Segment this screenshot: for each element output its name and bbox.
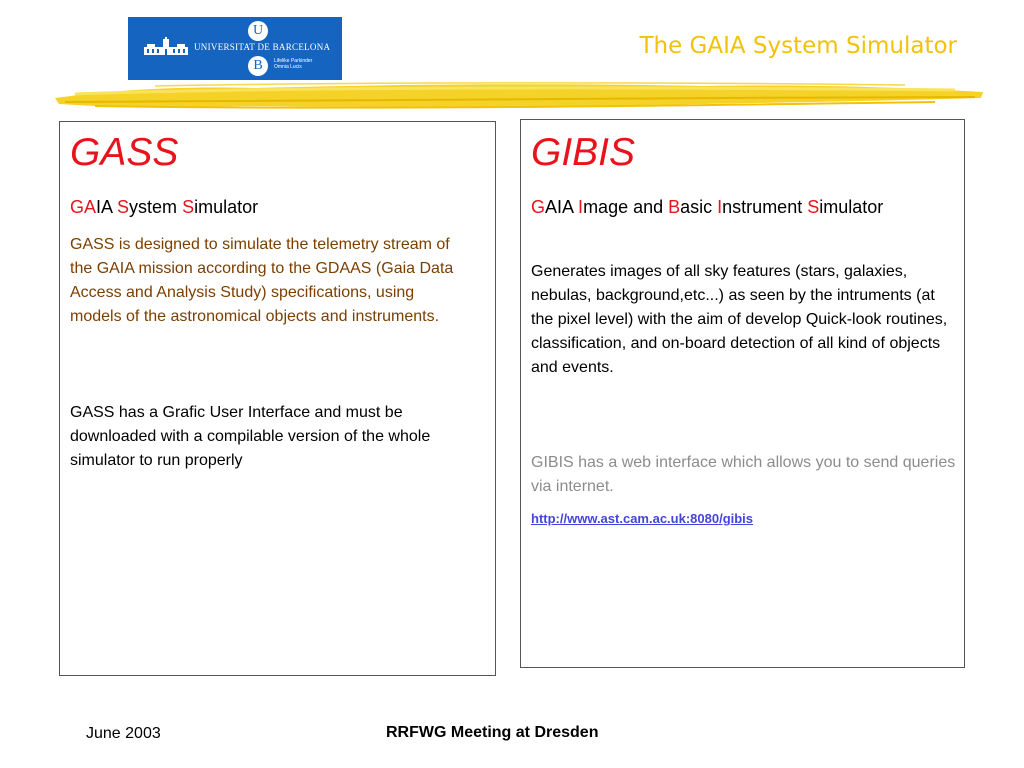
gibis-subtitle-part: B <box>668 197 681 217</box>
gibis-subtitle <box>531 194 911 221</box>
gibis-box <box>520 119 965 668</box>
gass-heading: GASS <box>70 131 179 174</box>
gibis-subtitle-part: mage and <box>583 197 669 217</box>
gass-subtitle-part: ystem <box>129 197 183 217</box>
logo-motto: Lifelike Parkinder Omnia Lucis <box>274 58 313 70</box>
university-name: UNIVERSITAT DE BARCELONA <box>194 42 331 52</box>
gass-subtitle-part: S <box>182 197 195 217</box>
gibis-link[interactable]: http://www.ast.cam.ac.uk:8080/gibis <box>531 511 754 526</box>
gibis-subtitle-part: G <box>531 197 546 217</box>
gibis-subtitle-part: I <box>717 197 723 217</box>
gass-subtitle-part: GA <box>70 197 97 217</box>
footer-date: June 2003 <box>86 725 161 742</box>
gass-gui-note: GASS has a Grafic User Interface and must be downloaded with a compilable version of the whole simulator to run properly <box>70 404 431 469</box>
gibis-subtitle-part: nstrument <box>722 197 808 217</box>
footer-meeting-title: RRFWG Meeting at Dresden <box>386 724 599 741</box>
gibis-subtitle-part: I <box>578 197 584 217</box>
gass-description: GASS is designed to simulate the telemetry stream of the GAIA mission according to the GDAAS (Gaia Data Access and Analysis Study) specifications, using models of the astronomical objects and instruments. <box>70 236 454 325</box>
gass-subtitle-part: S <box>117 197 130 217</box>
gass-subtitle <box>70 194 258 221</box>
logo-letter-u: U <box>248 21 268 41</box>
gibis-subtitle-part: AIA <box>545 197 579 217</box>
gibis-subtitle-part: asic <box>680 197 718 217</box>
gibis-heading: GIBIS <box>531 131 636 174</box>
gibis-subtitle-part: S <box>807 197 820 217</box>
gibis-web-note: GIBIS has a web interface which allows you to send queries via internet. <box>531 454 956 495</box>
brush-stroke-divider <box>55 80 985 114</box>
university-logo <box>128 17 342 80</box>
gass-subtitle-part: imulator <box>194 197 259 217</box>
gibis-description: Generates images of all sky features (stars, galaxies, nebulas, background,etc...) as seen by the intruments (at the pixel level) with the aim of develop Quick-look routines, classification, and on-board detection of all kind of objects and events. <box>531 263 948 376</box>
gibis-subtitle-part: imulator <box>819 197 884 217</box>
building-icon <box>144 37 188 57</box>
gass-subtitle-part: IA <box>96 197 118 217</box>
slide-title: The GAIA System Simulator <box>639 33 957 59</box>
logo-letter-b: B <box>248 56 268 76</box>
gass-box <box>59 121 496 676</box>
